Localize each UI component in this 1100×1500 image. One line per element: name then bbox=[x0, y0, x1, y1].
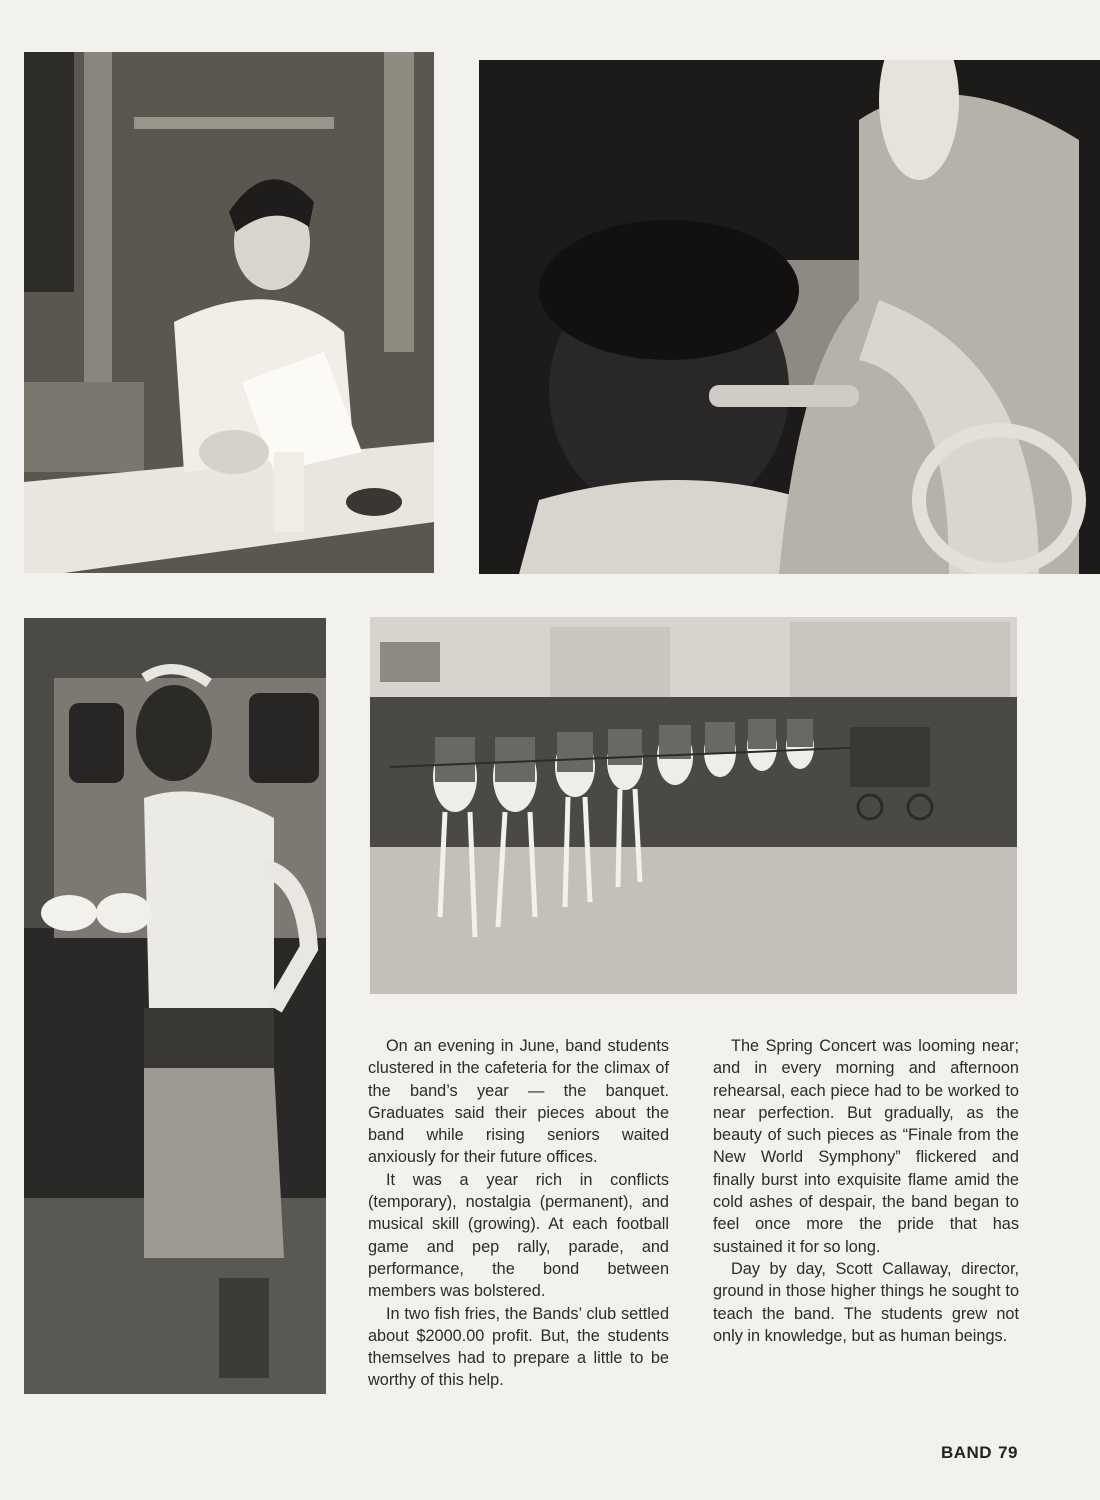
photo-student-covered-in-whipped-cream bbox=[24, 618, 326, 1394]
article-paragraph: Day by day, Scott Callaway, director, ground in those higher things he sought to teach the band. The students grew not only in knowledge, but as human beings. bbox=[713, 1259, 1019, 1345]
article-column-left bbox=[368, 1035, 669, 1392]
article-paragraph: It was a year rich in conflicts (temporary), nostalgia (permanent), and musical skill (growing). At each football game and pep rally, parade, and performance, the bond between members was bolstered. bbox=[368, 1170, 669, 1301]
section-label: BAND bbox=[940, 1443, 993, 1462]
photo-girl-reading-at-camp bbox=[24, 52, 434, 573]
article-paragraph: In two fish fries, the Bands’ club settled about $2000.00 profit. But, the students themselves had to prepare a little to be worthy of this help. bbox=[368, 1304, 669, 1390]
article-paragraph: The Spring Concert was looming near; and in every morning and afternoon rehearsal, each piece had to be worked to near perfection. But gradually, as the beauty of such pieces as “Finale from the New World Symphony” flickered and finally burst into exquisite flame amid the cold ashes of despair, the band began to feel once more the pride that has sustained it for so long. bbox=[713, 1037, 1019, 1256]
page-number: 79 bbox=[998, 1443, 1018, 1462]
photo-student-playing-sousaphone bbox=[479, 60, 1100, 574]
article-paragraph: On an evening in June, band students clustered in the cafeteria for the climax of the band’s year — the banquet. Graduates said their pieces about the band while rising seniors waited anxiously for their future offices. bbox=[368, 1037, 669, 1167]
article-column-right bbox=[713, 1035, 1019, 1347]
photo-majorettes-marching-in-parade bbox=[370, 617, 1017, 994]
page-folio bbox=[941, 1443, 1018, 1463]
